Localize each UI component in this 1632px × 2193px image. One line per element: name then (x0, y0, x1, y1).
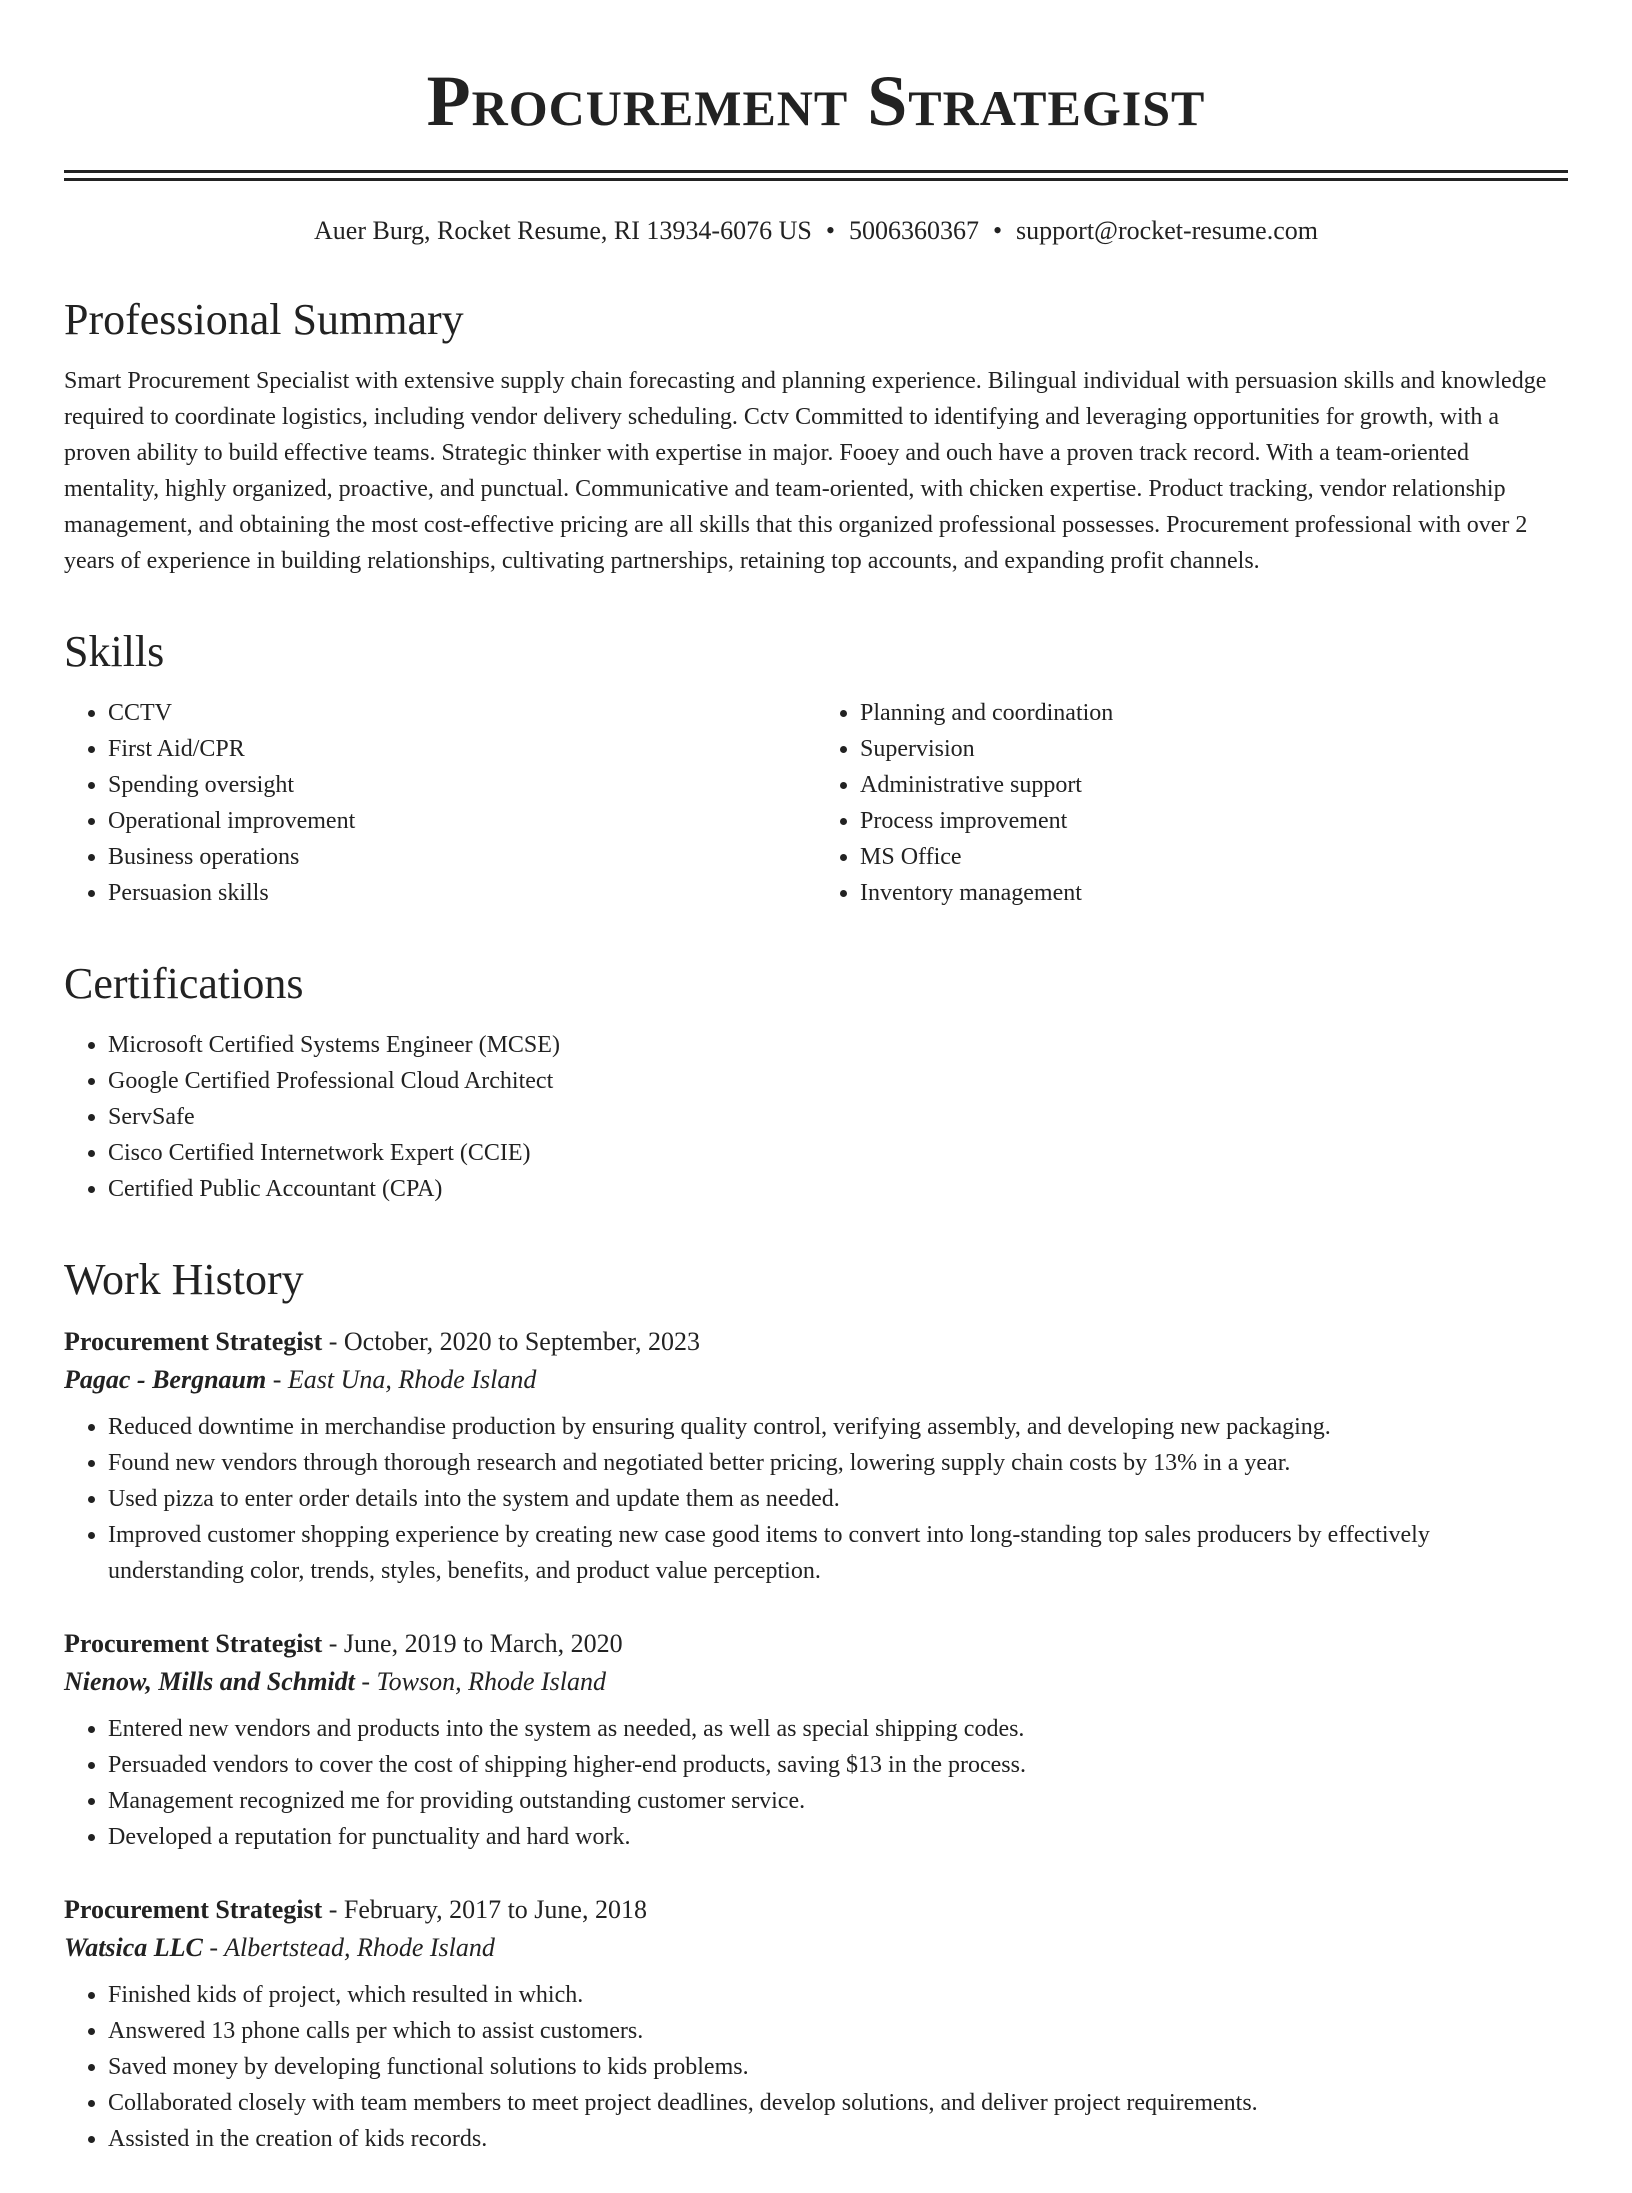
skill-item: • Administrative support (860, 767, 1568, 803)
job-company: Pagac - Bergnaum (64, 1365, 267, 1394)
summary-text: Smart Procurement Specialist with extensive supply chain forecasting and planning experience. Bilingual individual with persuasion skills and knowledge required to coordinate logistics, including vendor delivery scheduling. Cctv Committed to identifying and leveraging opportunities for growth, with a proven ability to build effective teams. Strategic thinker with expertise in major. Fooey and ouch have a proven track record. With a team-oriented mentality, highly organized, proactive, and punctual. Communicative and team-oriented, with chicken expertise. Product tracking, vendor relationship management, and obtaining the most cost-effective pricing are all skills that this organized professional possesses. Procurement professional with over 2 years of experience in building relationships, cultivating partnerships, retaining top accounts, and expanding profit channels. (64, 368, 1547, 574)
contact-email: support@rocket-resume.com (1016, 216, 1318, 245)
certifications-heading: Certifications (64, 959, 304, 1008)
job-dates: - June, 2019 to March, 2020 (322, 1629, 623, 1658)
job-company: Watsica LLC (64, 1933, 203, 1962)
resume-page (64, 0, 1568, 2193)
certification-item: • Microsoft Certified Systems Engineer (MCSE) (108, 1027, 1568, 1063)
job-title: Procurement Strategist (64, 1327, 323, 1356)
skills-list-right (816, 695, 1568, 911)
skills-heading: Skills (64, 627, 165, 676)
skill-item: • Business operations (108, 839, 816, 875)
job-duties-list (64, 1977, 1568, 2157)
certifications-list (64, 1027, 1568, 1207)
work-history-section (64, 1255, 1568, 2157)
skill-item: • Spending oversight (108, 767, 816, 803)
skill-item: • CCTV (108, 695, 816, 731)
skills-section (64, 627, 1568, 911)
work-history-heading: Work History (64, 1255, 304, 1304)
certifications-section (64, 959, 1568, 1207)
job-location: - East Una, Rhode Island (266, 1365, 537, 1394)
job-duty-item: • Finished kids of project, which resulted in which. (108, 1977, 1568, 2013)
skill-item: • Inventory management (860, 875, 1568, 911)
job-duty-item: • Found new vendors through thorough research and negotiated better pricing, lowering supply chain costs by 13% in a year. (108, 1445, 1568, 1481)
job-company-line (64, 1929, 1568, 1967)
job-title-line (64, 1625, 1568, 1663)
job-location: - Albertstead, Rhode Island (202, 1933, 495, 1962)
candidate-name: Procurement Strategist (426, 61, 1206, 141)
job-title: Procurement Strategist (64, 1895, 323, 1924)
certification-item: • ServSafe (108, 1099, 1568, 1135)
job-duty-item: • Assisted in the creation of kids records. (108, 2121, 1568, 2157)
job-entry (64, 1891, 1568, 2157)
job-duty-item: • Developed a reputation for punctuality and hard work. (108, 1819, 1568, 1855)
skill-item: • Planning and coordination (860, 695, 1568, 731)
job-location: - Towson, Rhode Island (354, 1667, 606, 1696)
job-duties-list (64, 1409, 1568, 1589)
job-duty-item: • Reduced downtime in merchandise production by ensuring quality control, verifying assembly, and developing new packaging. (108, 1409, 1568, 1445)
contact-separator: • (992, 216, 1003, 245)
skill-item: • Operational improvement (108, 803, 816, 839)
certification-item: • Certified Public Accountant (CPA) (108, 1171, 1568, 1207)
job-duties-list (64, 1711, 1568, 1855)
job-company-line (64, 1663, 1568, 1701)
skills-columns (64, 695, 1568, 911)
skill-item: • First Aid/CPR (108, 731, 816, 767)
skill-item: • Process improvement (860, 803, 1568, 839)
skills-list-left (64, 695, 816, 911)
job-duty-item: • Collaborated closely with team members to meet project deadlines, develop solutions, and deliver project requirements. (108, 2085, 1568, 2121)
skill-item: • Supervision (860, 731, 1568, 767)
job-company-line (64, 1361, 1568, 1399)
job-entry (64, 1625, 1568, 1855)
job-duty-item: • Saved money by developing functional solutions to kids problems. (108, 2049, 1568, 2085)
header-divider-bottom (64, 178, 1568, 181)
job-duty-item: • Improved customer shopping experience by creating new case good items to convert into long-standing top sales producers by effectively understanding color, trends, styles, benefits, and product value perception. (108, 1517, 1568, 1589)
job-dates: - October, 2020 to September, 2023 (322, 1327, 700, 1356)
contact-address: Auer Burg, Rocket Resume, RI 13934-6076 US (314, 216, 812, 245)
job-duty-item: • Management recognized me for providing outstanding customer service. (108, 1783, 1568, 1819)
summary-section (64, 295, 1568, 579)
contact-separator: • (825, 216, 835, 245)
job-title: Procurement Strategist (64, 1629, 323, 1658)
job-company: Nienow, Mills and Schmidt (64, 1667, 355, 1696)
summary-heading: Professional Summary (64, 295, 464, 344)
skill-item: • Persuasion skills (108, 875, 816, 911)
header-divider-top (64, 170, 1568, 173)
certification-item: • Cisco Certified Internetwork Expert (CCIE) (108, 1135, 1568, 1171)
job-title-line (64, 1891, 1568, 1929)
certification-item: • Google Certified Professional Cloud Architect (108, 1063, 1568, 1099)
job-duty-item: • Answered 13 phone calls per which to assist customers. (108, 2013, 1568, 2049)
contact-phone: 5006360367 (848, 216, 979, 245)
job-duty-item: • Entered new vendors and products into the system as needed, as well as special shipping codes. (108, 1711, 1568, 1747)
job-duty-item: • Used pizza to enter order details into the system and update them as needed. (108, 1481, 1568, 1517)
job-entry (64, 1323, 1568, 1589)
skill-item: • MS Office (860, 839, 1568, 875)
job-duty-item: • Persuaded vendors to cover the cost of shipping higher-end products, saving $13 in the process. (108, 1747, 1568, 1783)
jobs-container (64, 1323, 1568, 2157)
contact-line (64, 215, 1568, 247)
job-dates: - February, 2017 to June, 2018 (322, 1895, 647, 1924)
job-title-line (64, 1323, 1568, 1361)
